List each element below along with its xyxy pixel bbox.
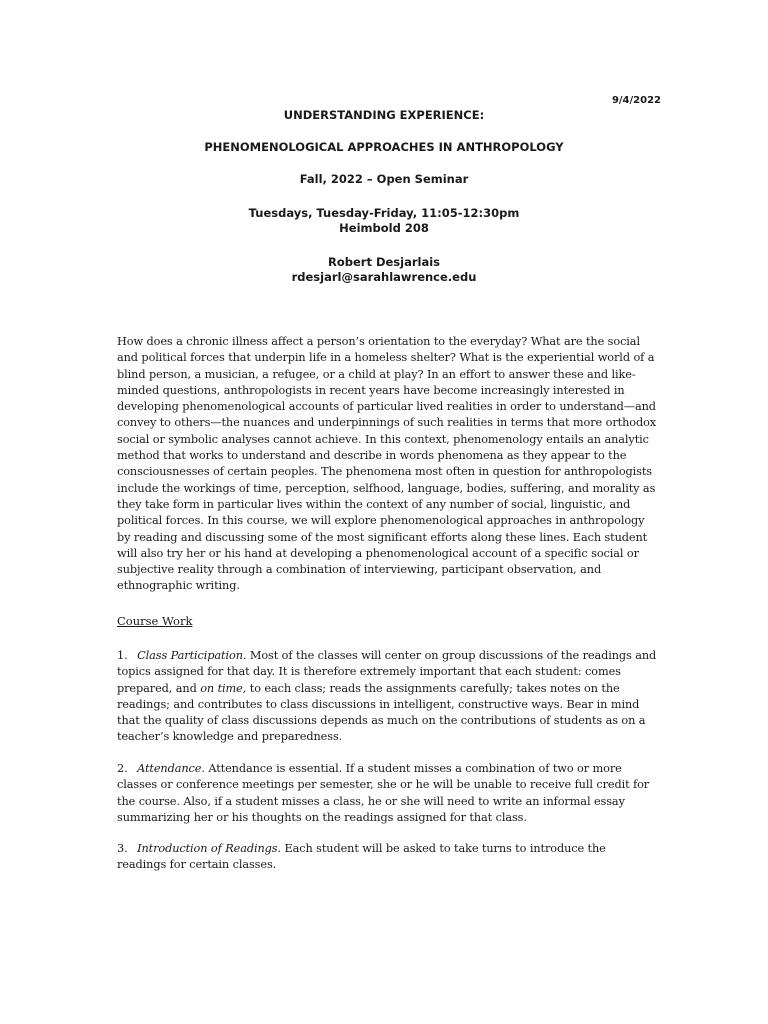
item-emphasis: on time, [200, 681, 247, 695]
item-number: 3. [117, 842, 128, 855]
item-number: 1. [117, 649, 128, 662]
item-number: 2. [117, 762, 128, 775]
spacer [0, 187, 768, 206]
course-room: Heimbold 208 [339, 221, 429, 235]
syllabus-header [0, 108, 768, 285]
course-work-item-participation [117, 648, 657, 746]
instructor-email: rdesjarl@sarahlawrence.edu [291, 270, 477, 284]
document-date: 9/4/2022 [611, 95, 661, 106]
item-text: to each class; reads the assignments carefully; takes notes on the readings; and contributes to class discussions in intelligent, constructive ways. Bear in mind that the quality of class discussions depends as much on the contributions of students as on a teacher’s knowledge and preparedness. [117, 681, 646, 744]
course-subtitle: PHENOMENOLOGICAL APPROACHES IN ANTHROPOLOGY [204, 140, 564, 154]
course-description: How does a chronic illness affect a person’s orientation to the everyday? What are the social and political forces that underpin life in a homeless shelter? What is the experiential world of a blind person, a musician, a refugee, or a child at play? In an effort to answer these and like-minded questions, anthropologists in recent years have become increasingly interested in developing phenomenological accounts of particular lived realities in order to understand—and convey to others—the nuances and underpinnings of such realities in terms that more orthodox social or symbolic analyses cannot achieve. In this context, phenomenology entails an analytic method that works to understand and describe in words phenomena as they appear to the consciousnesses of certain peoples. The phenomena most often in question for anthropologists include the workings of time, perception, selfhood, language, bodies, suffering, and morality as they take form in particular lives within the context of any number of social, linguistic, and political forces. In this course, we will explore phenomenological approaches in anthropology by reading and discussing some of the most significant efforts along these lines. Each student will also try her or his hand at developing a phenomenological account of a specific social or subjective reality through a combination of interviewing, participant observation, and ethnographic writing. [117, 335, 657, 593]
item-text: Attendance is essential. If a student misses a combination of two or more classes or conference meetings per semester, she or he will be unable to receive full credit for the course. Also, if a student misses a class, he or she will need to write an informal essay summarizing her or his thoughts on the readings assigned for that class. [117, 762, 650, 824]
course-title: UNDERSTANDING EXPERIENCE: [283, 108, 485, 122]
item-heading: Class Participation. [137, 649, 247, 662]
instructor-name: Robert Desjarlais [327, 255, 440, 269]
item-text: Most of the classes will center on group discussions of the readings and topics assigned for that day. It is therefore extremely important that each student: comes prepared, and [117, 649, 657, 695]
item-heading: Attendance. [137, 762, 205, 775]
course-schedule: Tuesdays, Tuesday-Friday, 11:05-12:30pm [248, 206, 520, 220]
course-term: Fall, 2022 – Open Seminar [299, 172, 469, 186]
item-text: Each student will be asked to take turns to introduce the readings for certain classes. [117, 842, 606, 872]
course-work-item-readings [117, 841, 657, 874]
spacer [0, 123, 768, 140]
spacer [0, 155, 768, 172]
spacer [0, 236, 768, 255]
course-work-heading: Course Work [117, 614, 193, 628]
course-work-item-attendance [117, 761, 657, 826]
item-heading: Introduction of Readings. [137, 842, 281, 855]
